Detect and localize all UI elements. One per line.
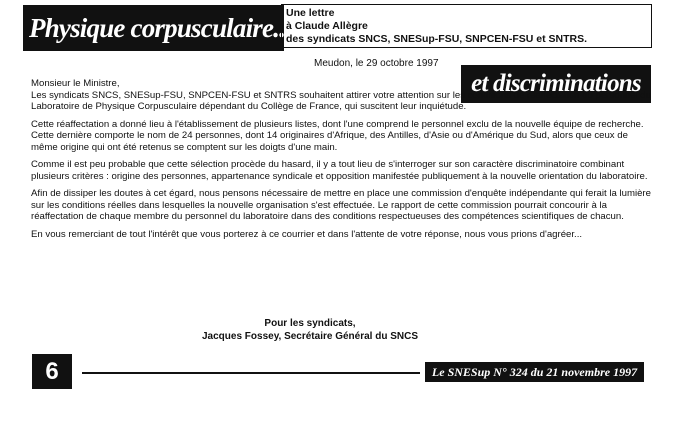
signature-line: Pour les syndicats, <box>264 318 356 329</box>
issue-banner: Le SNESup N° 324 du 21 novembre 1997 <box>425 362 644 382</box>
letter-body <box>31 78 656 246</box>
article-title-banner: Physique corpusculaire... <box>23 5 284 51</box>
paragraph: Cette réaffectation a donné lieu à l'établissement de plusieurs listes, dont l'une comprend le personnel exclu de la nouvelle équipe de recherche. Cette dernière comporte le nom de 24 personnes, dont 14 originaires d'Afrique, des Antilles, d'Asie ou d'Amérique du Sud, alors que ceux de même origine qui ont été retenus se comptent sur les doigts d'une main. <box>31 118 644 153</box>
subtitle-line: à Claude Allègre <box>286 20 368 32</box>
signature-name: Jacques Fossey, Secrétaire Général du SNCS <box>201 331 419 342</box>
subtitle-line: Une lettre <box>286 7 335 19</box>
paragraph: Comme il est peu probable que cette sélection procède du hasard, il y a tout lieu de s'interroger sur son caractère discriminatoire combinant plusieurs critères : origine des personnes, appartenance syndicale et opposition manifestée publiquement à la nouvelle orientation du laboratoire. <box>31 159 648 182</box>
subtitle-line: des syndicats SNCS, SNESup-FSU, SNPCEN-FSU et SNTRS. <box>286 33 588 45</box>
paragraph: Les syndicats SNCS, SNESup-FSU, SNPCEN-FSU et SNTRS souhaitent attirer votre attention sur les conditions de réaffectation du personnel du Laboratoire de Physique Corpusculaire dépendant du Collège de France, qui suscitent leur inquiétude. <box>31 89 651 112</box>
page-number: 6 <box>32 354 72 389</box>
paragraph: Afin de dissiper les doutes à cet égard, nous pensons nécessaire de mettre en place une commission d'enquête indépendante qui ferait la lumière sur les conditions réelles dans lesquelles la nouvelle organisation s'est effectuée. Le rapport de cette commission pourrait concourir à la réaffectation de chaque membre du personnel du laboratoire dans des conditions respectueuses des compétences scientifiques de chacun. <box>31 188 651 222</box>
salutation: Monsieur le Ministre, <box>31 78 120 89</box>
paragraph: En vous remerciant de tout l'intérêt que vous porterez à ce courrier et dans l'attente de votre réponse, nous vous prions d'agréer... <box>31 228 583 240</box>
subtitle-box <box>281 4 652 48</box>
article-title-banner-2: et discriminations <box>461 65 651 103</box>
place-date: Meudon, le 29 octobre 1997 <box>314 58 439 69</box>
signature-block <box>160 317 460 343</box>
footer-rule <box>82 372 420 374</box>
